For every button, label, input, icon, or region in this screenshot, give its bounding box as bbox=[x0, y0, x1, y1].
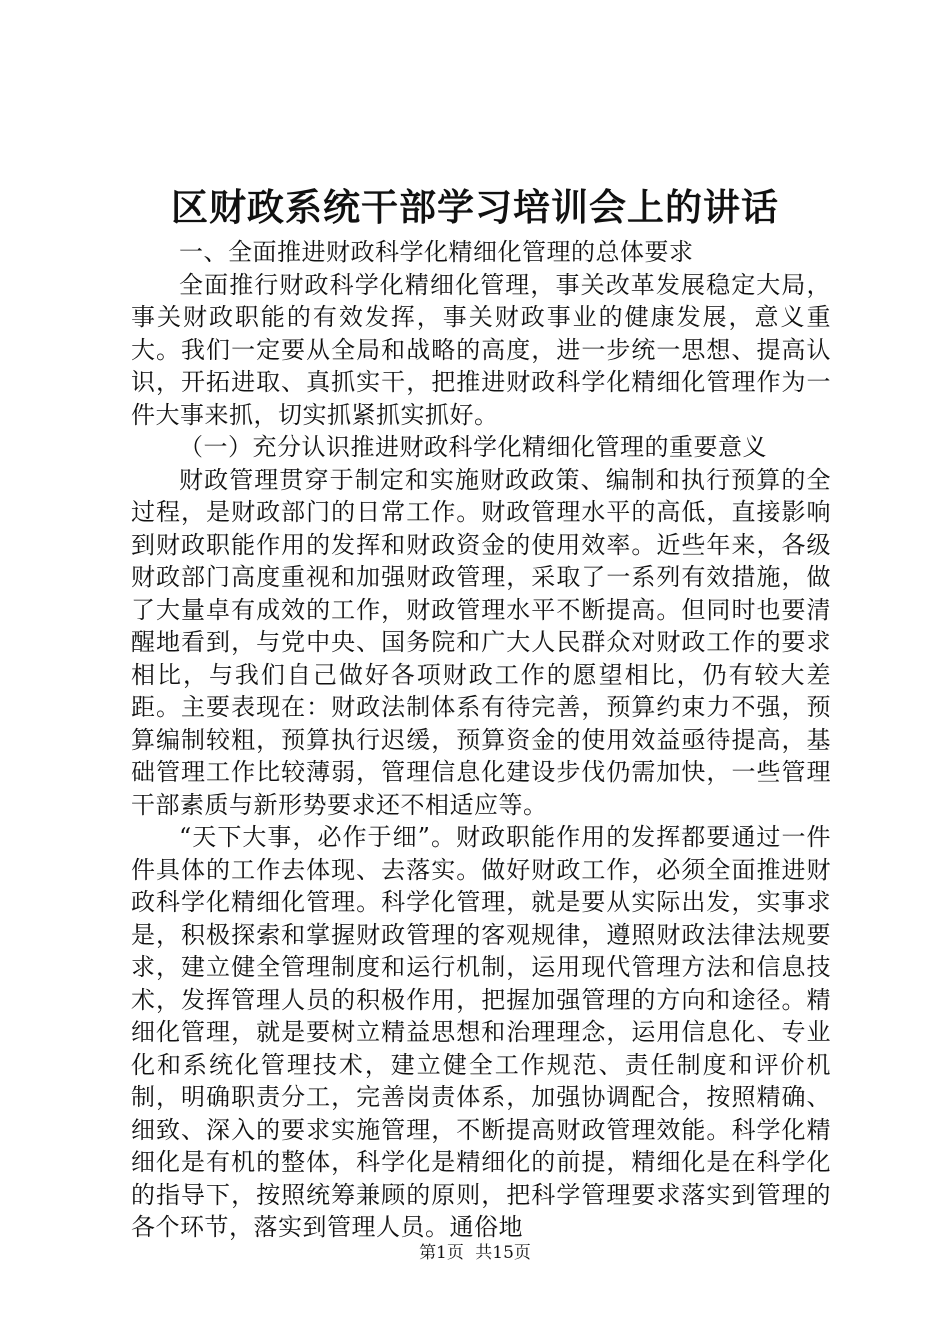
section-heading: 一、全面推进财政科学化精细化管理的总体要求 bbox=[179, 238, 694, 266]
page-total: 共15页 bbox=[475, 1243, 531, 1263]
document-body bbox=[131, 236, 831, 1244]
page-footer bbox=[0, 1242, 950, 1264]
page-number: 第1页 bbox=[419, 1243, 464, 1263]
body-paragraph: 全面推行财政科学化精细化管理，事关改革发展稳定大局，事关财政职能的有效发挥，事关财政事业的健康发展，意义重大。我们一定要从全局和战略的高度，进一步统一思想、提高认识，开拓进取、真抓实干，把推进财政科学化精细化管理作为一件大事来抓，切实抓紧抓实抓好。 bbox=[131, 270, 831, 429]
document-title: 区财政系统干部学习培训会上的讲话 bbox=[171, 185, 779, 229]
subsection-heading: （一）充分认识推进财政科学化精细化管理的重要意义 bbox=[179, 433, 767, 461]
body-paragraph: 财政管理贯穿于制定和实施财政政策、编制和执行预算的全过程，是财政部门的日常工作。财政管理水平的高低，直接影响到财政职能作用的发挥和财政资金的使用效率。近些年来，各级财政部门高度重视和加强财政管理，采取了一系列有效措施，做了大量卓有成效的工作，财政管理水平不断提高。但同时也要清醒地看到，与党中央、国务院和广大人民群众对财政工作的要求相比，与我们自己做好各项财政工作的愿望相比，仍有较大差距。主要表现在：财政法制体系有待完善，预算约束力不强，预算编制较粗，预算执行迟缓，预算资金的使用效益亟待提高，基础管理工作比较薄弱，管理信息化建设步伐仍需加快，一些管理干部素质与新形势要求还不相适应等。 bbox=[131, 465, 831, 819]
body-paragraph: “天下大事，必作于细”。财政职能作用的发挥都要通过一件件具体的工作去体现、去落实。做好财政工作，必须全面推进财政科学化精细化管理。科学化管理，就是要从实际出发，实事求是，积极探索和掌握财政管理的客观规律，遵照财政法律法规要求，建立健全管理制度和运行机制，运用现代管理方法和信息技术，发挥管理人员的积极作用，把握加强管理的方向和途径。精细化管理，就是要树立精益思想和治理理念，运用信息化、专业化和系统化管理技术，建立健全工作规范、责任制度和评价机制，明确职责分工，完善岗责体系，加强协调配合，按照精确、细致、深入的要求实施管理，不断提高财政管理效能。科学化精细化是有机的整体，科学化是精细化的前提，精细化是在科学化的指导下，按照统筹兼顾的原则，把科学管理要求落实到管理的各个环节，落实到管理人员。通俗地 bbox=[131, 823, 831, 1241]
